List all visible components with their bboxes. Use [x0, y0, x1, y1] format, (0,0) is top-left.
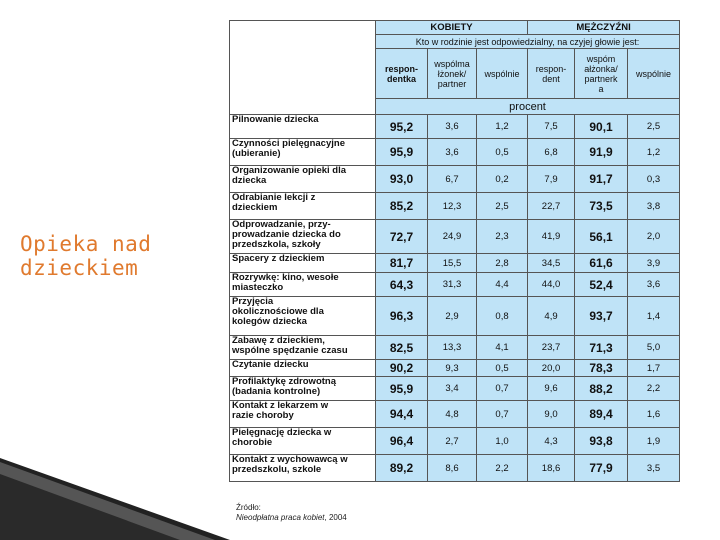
row-label: Organizowanie opieki dla dziecka: [230, 166, 376, 193]
table-cell: 44,0: [528, 273, 575, 297]
table-cell: 12,3: [428, 193, 477, 220]
table-cell: 95,2: [376, 115, 428, 139]
table-row: [230, 377, 680, 401]
table-cell: 15,5: [428, 254, 477, 273]
table-cell: 85,2: [376, 193, 428, 220]
table-cell: 1,9: [628, 428, 680, 455]
table-corner: [230, 21, 376, 115]
table-row: [230, 139, 680, 166]
source-label: Źródło:: [236, 503, 261, 512]
table-cell: 73,5: [575, 193, 628, 220]
table-cell: 0,2: [477, 166, 528, 193]
row-label: Odprowadzanie, przy- prowadzanie dziecka do przedszkola, szkoły: [230, 220, 376, 254]
source-year: , 2004: [324, 513, 347, 522]
table-cell: 95,9: [376, 139, 428, 166]
table-cell: 4,8: [428, 401, 477, 428]
table-cell: 4,1: [477, 336, 528, 360]
slide-title: Opieka nad dzieckiem: [20, 232, 152, 280]
corner-decoration: [0, 440, 230, 540]
table-row: [230, 336, 680, 360]
table-cell: 3,6: [428, 139, 477, 166]
table-cell: 72,7: [376, 220, 428, 254]
table-cell: 64,3: [376, 273, 428, 297]
table-cell: 9,6: [528, 377, 575, 401]
table-cell: 1,2: [477, 115, 528, 139]
column-header: wspólma łżonek/ partner: [428, 49, 477, 99]
row-label: Czynności pielęgnacyjne (ubieranie): [230, 139, 376, 166]
table-cell: 93,0: [376, 166, 428, 193]
table-cell: 2,8: [477, 254, 528, 273]
table-cell: 2,7: [428, 428, 477, 455]
table-cell: 5,0: [628, 336, 680, 360]
table-cell: 9,3: [428, 360, 477, 377]
table-cell: 4,3: [528, 428, 575, 455]
table-cell: 61,6: [575, 254, 628, 273]
table-cell: 0,8: [477, 297, 528, 336]
table-cell: 13,3: [428, 336, 477, 360]
header-question: Kto w rodzinie jest odpowiedzialny, na czyjej głowie jest:: [376, 35, 680, 49]
row-label: Pilnowanie dziecka: [230, 115, 376, 139]
table-cell: 93,7: [575, 297, 628, 336]
column-header: respon- dentka: [376, 49, 428, 99]
table-cell: 56,1: [575, 220, 628, 254]
table-cell: 91,7: [575, 166, 628, 193]
column-header: wspólnie: [628, 49, 680, 99]
table-cell: 96,3: [376, 297, 428, 336]
table-cell: 3,5: [628, 455, 680, 482]
row-label: Odrabianie lekcji z dzieckiem: [230, 193, 376, 220]
table-cell: 0,5: [477, 360, 528, 377]
source-note: [236, 503, 347, 523]
table-cell: 9,0: [528, 401, 575, 428]
table-area: [229, 20, 679, 495]
table-cell: 88,2: [575, 377, 628, 401]
table-cell: 3,4: [428, 377, 477, 401]
table-cell: 18,6: [528, 455, 575, 482]
table-row: [230, 220, 680, 254]
table-cell: 31,3: [428, 273, 477, 297]
table-row: [230, 166, 680, 193]
table-cell: 91,9: [575, 139, 628, 166]
table-cell: 93,8: [575, 428, 628, 455]
row-label: Czytanie dziecku: [230, 360, 376, 377]
table-cell: 1,2: [628, 139, 680, 166]
table-cell: 24,9: [428, 220, 477, 254]
table-cell: 2,0: [628, 220, 680, 254]
table-cell: 71,3: [575, 336, 628, 360]
source-citation: [236, 513, 347, 523]
table-row: [230, 401, 680, 428]
table-cell: 2,2: [477, 455, 528, 482]
table-cell: 3,6: [628, 273, 680, 297]
table-cell: 89,4: [575, 401, 628, 428]
table-cell: 2,5: [628, 115, 680, 139]
row-label: Kontakt z wychowawcą w przedszkolu, szkole: [230, 455, 376, 482]
row-label: Profilaktykę zdrowotną (badania kontrolne): [230, 377, 376, 401]
table-row: [230, 297, 680, 336]
table-cell: 2,5: [477, 193, 528, 220]
table-cell: 22,7: [528, 193, 575, 220]
row-label: Rozrywkę: kino, wesołe miasteczko: [230, 273, 376, 297]
table-cell: 41,9: [528, 220, 575, 254]
table-cell: 23,7: [528, 336, 575, 360]
table-cell: 0,7: [477, 377, 528, 401]
table-cell: 78,3: [575, 360, 628, 377]
row-label: Zabawę z dzieckiem, wspólne spędzanie czasu: [230, 336, 376, 360]
table-cell: 3,8: [628, 193, 680, 220]
table-cell: 2,9: [428, 297, 477, 336]
table-cell: 1,0: [477, 428, 528, 455]
table-cell: 82,5: [376, 336, 428, 360]
table-cell: 3,9: [628, 254, 680, 273]
table-cell: 90,2: [376, 360, 428, 377]
table-row: [230, 273, 680, 297]
table-cell: 0,5: [477, 139, 528, 166]
row-label: Spacery z dzieckiem: [230, 254, 376, 273]
table-cell: 34,5: [528, 254, 575, 273]
table-cell: 7,5: [528, 115, 575, 139]
table-cell: 2,3: [477, 220, 528, 254]
table-cell: 3,6: [428, 115, 477, 139]
column-header: respon- dent: [528, 49, 575, 99]
table-row: [230, 455, 680, 482]
table-cell: 95,9: [376, 377, 428, 401]
table-row: [230, 360, 680, 377]
table-cell: 1,4: [628, 297, 680, 336]
table-cell: 52,4: [575, 273, 628, 297]
table-cell: 2,2: [628, 377, 680, 401]
table-cell: 96,4: [376, 428, 428, 455]
table-cell: 4,4: [477, 273, 528, 297]
table-cell: 6,7: [428, 166, 477, 193]
table-cell: 0,7: [477, 401, 528, 428]
column-header: wspólnie: [477, 49, 528, 99]
table-cell: 4,9: [528, 297, 575, 336]
table-row: [230, 254, 680, 273]
table-cell: 8,6: [428, 455, 477, 482]
table-cell: 81,7: [376, 254, 428, 273]
table-cell: 20,0: [528, 360, 575, 377]
table-row: [230, 193, 680, 220]
header-women: KOBIETY: [376, 21, 528, 35]
row-label: Przyjęcia okolicznościowe dla kolegów dziecka: [230, 297, 376, 336]
table-cell: 94,4: [376, 401, 428, 428]
table-cell: 77,9: [575, 455, 628, 482]
row-label: Pielęgnację dziecka w chorobie: [230, 428, 376, 455]
table-row: [230, 115, 680, 139]
table-cell: 90,1: [575, 115, 628, 139]
header-men: MĘŻCZYŹNI: [528, 21, 680, 35]
unit-header: procent: [376, 99, 680, 115]
table-cell: 89,2: [376, 455, 428, 482]
statistics-table: [229, 20, 680, 482]
table-cell: 1,6: [628, 401, 680, 428]
table-cell: 1,7: [628, 360, 680, 377]
column-header: wspóm ałżonka/ partnerk a: [575, 49, 628, 99]
source-publication: Nieodpłatna praca kobiet: [236, 513, 325, 522]
table-cell: 0,3: [628, 166, 680, 193]
table-cell: 6,8: [528, 139, 575, 166]
row-label: Kontakt z lekarzem w razie choroby: [230, 401, 376, 428]
table-row: [230, 428, 680, 455]
table-cell: 7,9: [528, 166, 575, 193]
